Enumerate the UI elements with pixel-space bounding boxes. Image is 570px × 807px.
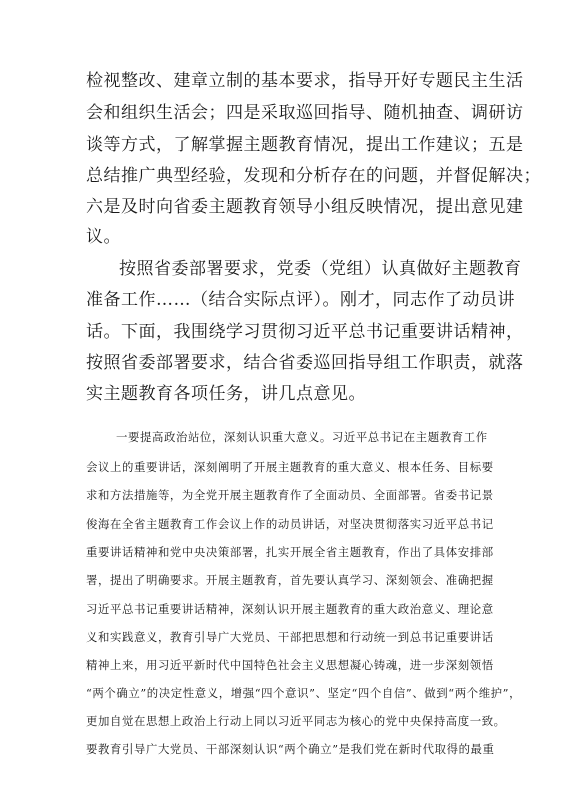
- section-line-9: 精神上来，用习近平新时代中国特色社会主义思想凝心铸魂，进一步深刻领悟: [86, 658, 494, 672]
- section-line-7: 习近平总书记重要讲话精神，深刻认识开展主题教育的重大政治意义、理论意: [86, 602, 494, 616]
- section-line-4: 俊海在全省主题教育工作会议上作的动员讲话，对坚决贯彻落实习近平总书记: [86, 517, 494, 531]
- body-line-2: 会和组织生活会；四是采取巡回指导、随机抽查、调研访: [86, 103, 524, 123]
- section-line-2: 会议上的重要讲话，深刻阐明了开展主题教育的重大意义、根本任务、目标要: [86, 460, 494, 474]
- body-line-9: 话。下面，我围绕学习贯彻习近平总书记重要讲话精神，: [86, 322, 524, 342]
- body-line-6: 议。: [86, 227, 121, 247]
- section-line-3: 求和方法措施等，为全党开展主题教育作了全面动员、全面部署。省委书记景: [86, 488, 494, 502]
- section-line-5: 重要讲话精神和党中央决策部署，扎实开展全省主题教育，作出了具体安排部: [86, 545, 494, 559]
- section-line-11: 更加自觉在思想上政治上行动上同以习近平同志为核心的党中央保持高度一致。: [86, 714, 506, 728]
- body-line-1: 检视整改、建章立制的基本要求，指导开好专题民主生活: [86, 71, 524, 91]
- body-line-5: 六是及时向省委主题教育领导小组反映情况，提出意见建: [86, 197, 524, 217]
- section-line-1: 一要提高政治站位，深刻认识重大意义。习近平总书记在主题教育工作: [116, 430, 488, 444]
- section-line-6: 署，提出了明确要求。开展主题教育，首先要认真学习、深刻领会、准确把握: [86, 573, 494, 587]
- section-line-12: 要教育引导广大党员、干部深刻认识“两个确立”是我们党在新时代取得的最重: [86, 742, 495, 756]
- section-line-10: “两个确立”的决定性意义，增强“四个意识”、坚定“四个自信”、做到“两个维护”，: [86, 686, 522, 700]
- section-line-8: 义和实践意义，教育引导广大党员、干部把思想和行动统一到总书记重要讲话: [86, 630, 494, 644]
- body-line-3: 谈等方式，了解掌握主题教育情况，提出工作建议；五是: [86, 135, 524, 155]
- body-line-11: 实主题教育各项任务，讲几点意见。: [86, 384, 366, 404]
- body-line-7: 按照省委部署要求，党委（党组）认真做好主题教育: [119, 259, 522, 279]
- body-line-4: 总结推广典型经验，发现和分析存在的问题，并督促解决；: [86, 166, 541, 186]
- body-line-8: 准备工作……（结合实际点评）。刚才，同志作了动员讲: [86, 290, 515, 310]
- body-line-10: 按照省委部署要求，结合省委巡回指导组工作职责，就落: [86, 353, 524, 373]
